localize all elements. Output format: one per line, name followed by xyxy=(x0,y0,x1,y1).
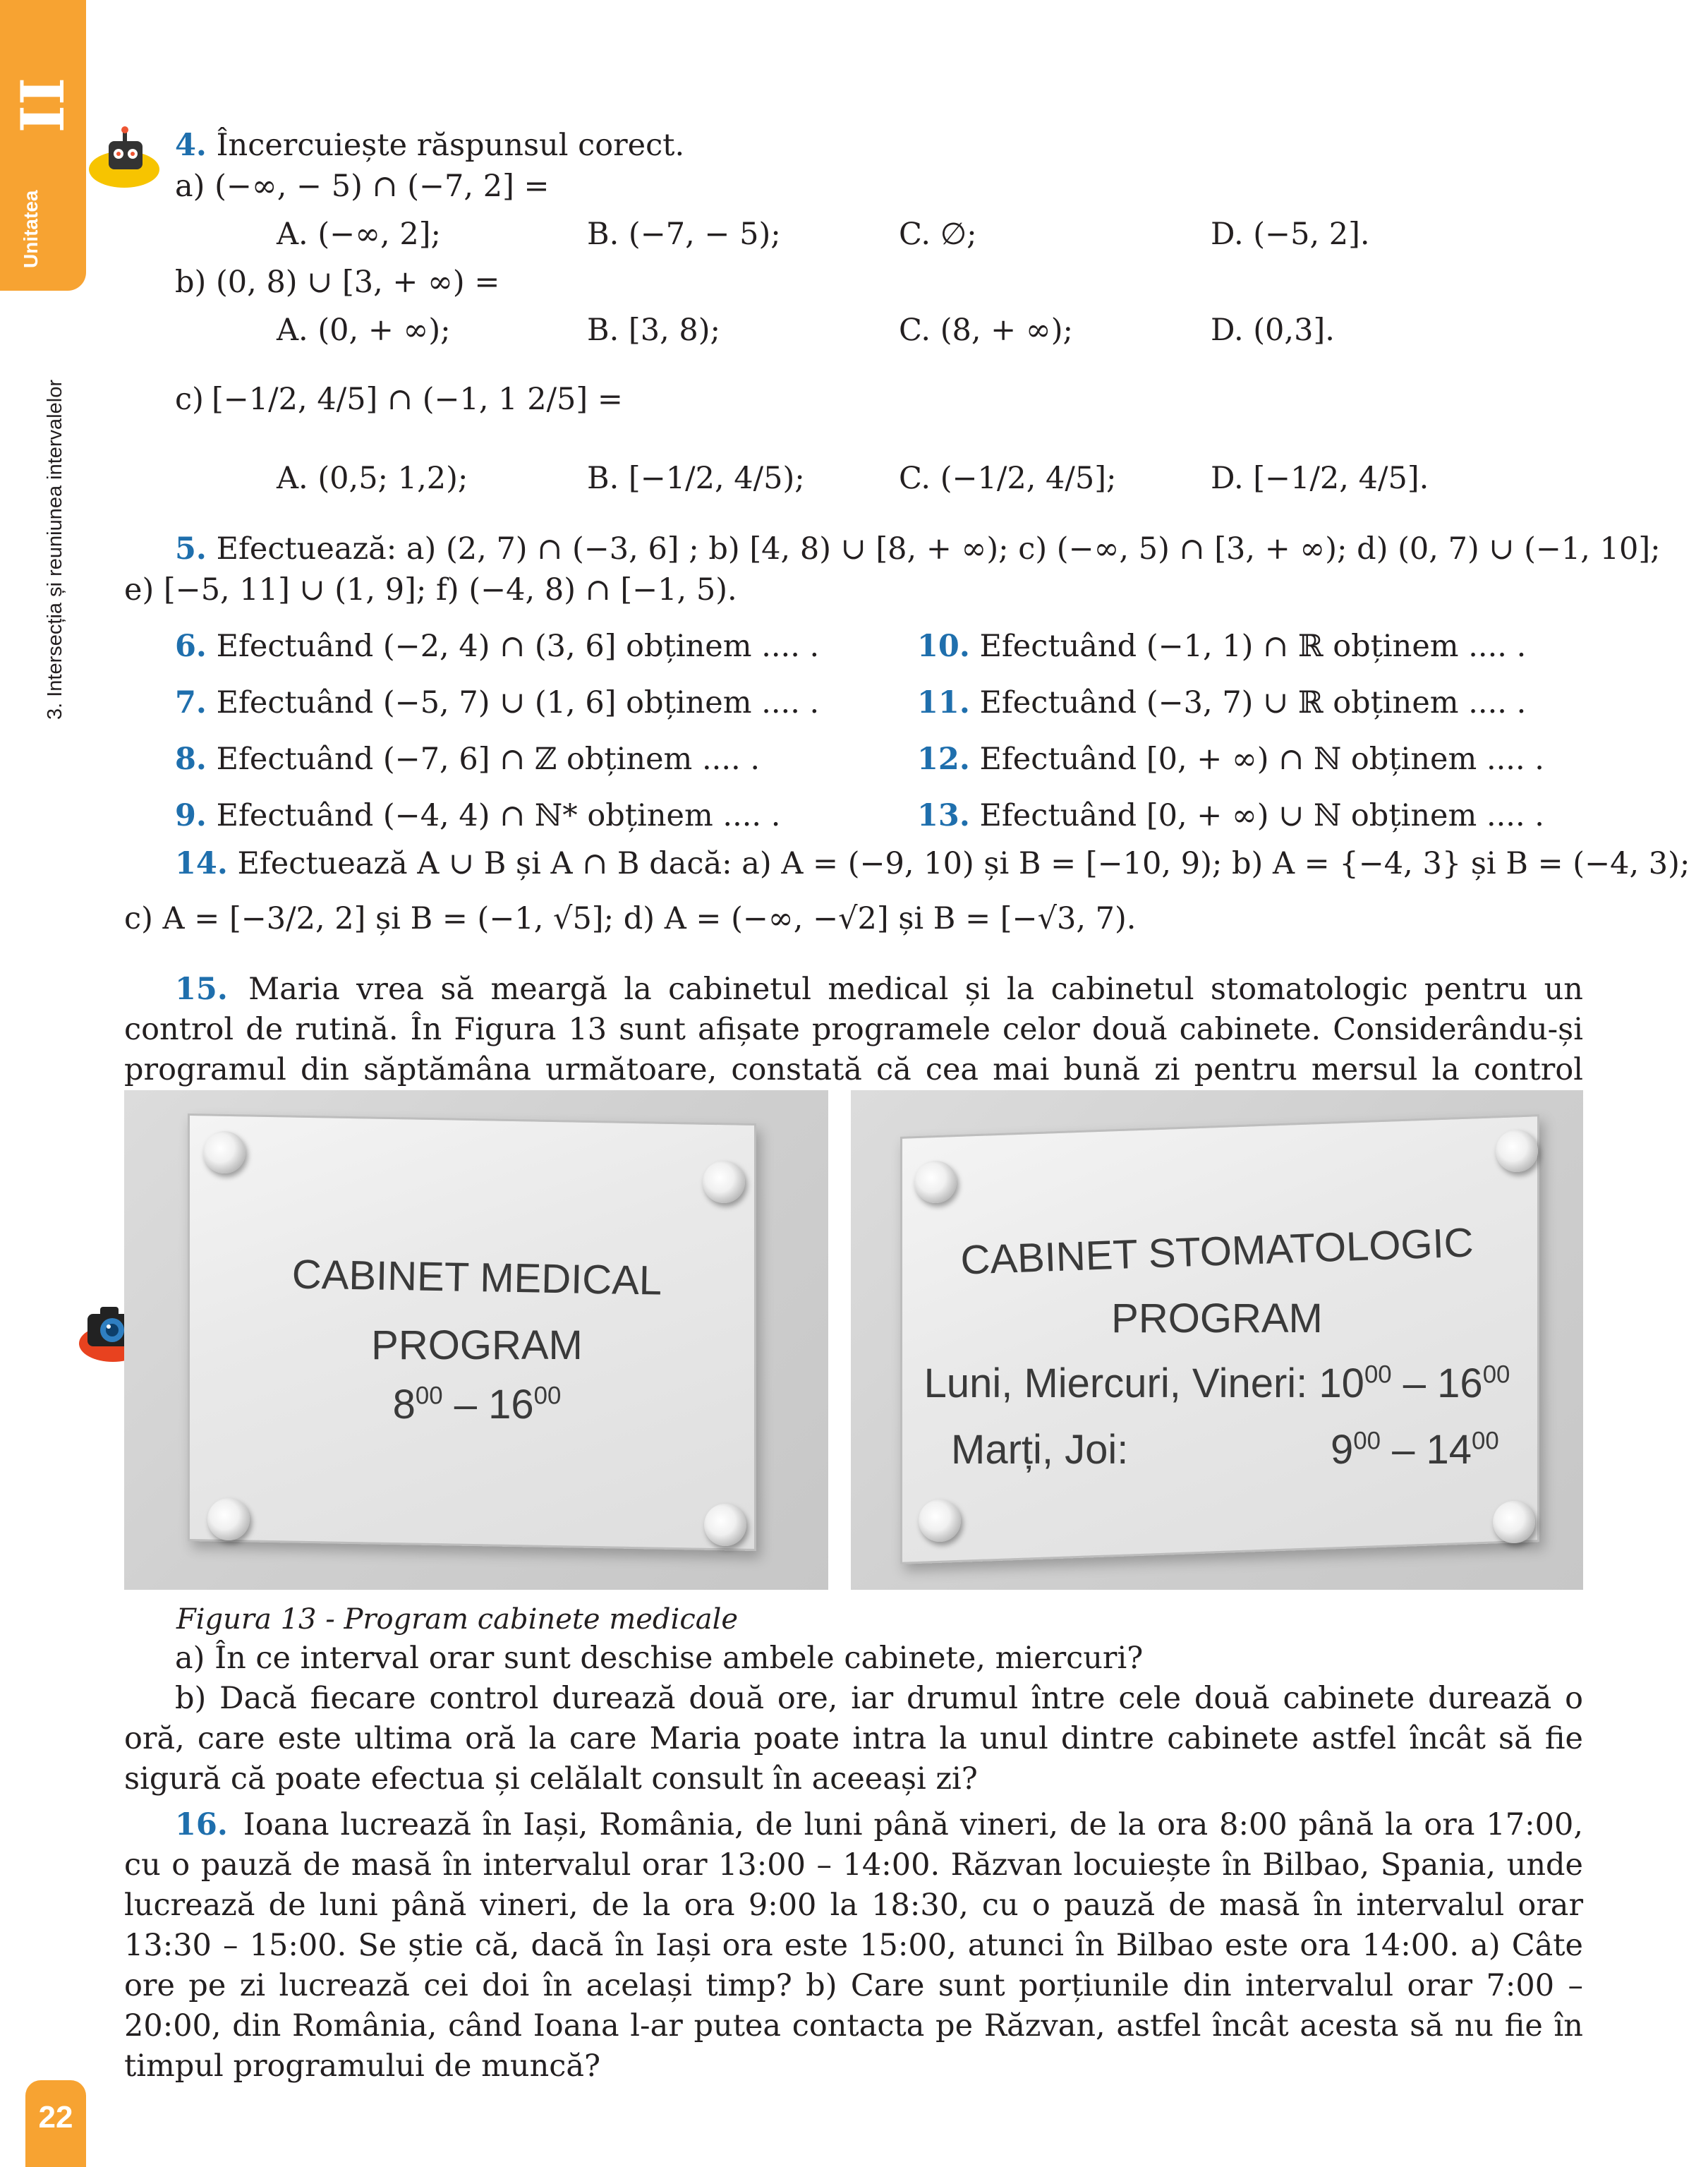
unit-label: Unitatea xyxy=(20,190,42,268)
ex4-c-label: c) xyxy=(175,382,204,417)
screw xyxy=(1496,1130,1538,1172)
ex13-text: Efectuând [0, + ∞) ∪ ℕ obținem .... . xyxy=(979,798,1544,833)
ex4-b-option-A: A. (0, + ∞); xyxy=(277,313,451,348)
page-number: 22 xyxy=(38,2100,73,2135)
page-number-box xyxy=(25,2080,86,2167)
ex8-text: Efectuând (−7, 6] ∩ ℤ obținem .... . xyxy=(216,742,760,777)
screw xyxy=(919,1499,961,1542)
plate2-row2-days: Marți, Joi: xyxy=(951,1427,1129,1473)
ex15-question-a: a) În ce interval orar sunt deschise ambele cabinete, miercuri? xyxy=(175,1641,1144,1676)
plate1-subtitle: PROGRAM xyxy=(371,1322,583,1368)
ex15-text: Maria vrea să meargă la cabinetul medical și la cabinetul stomatologic pentru un control de rutină. În Figura 13 sunt afișate programele celor două cabinete. Considerându-și programul din săptămâna următoare, constată că cea mai bună zi pentru mersul la control xyxy=(124,972,1583,1087)
ex11-number: 11. xyxy=(917,685,970,720)
unit-tab xyxy=(0,0,86,291)
plate2-row2-start: 9 xyxy=(1331,1427,1354,1473)
plate2-subtitle: PROGRAM xyxy=(1111,1296,1323,1341)
ex5-line2: e) [−5, 11] ∪ (1, 9]; f) (−4, 8) ∩ [−1, 5). xyxy=(124,572,737,608)
ex4-a-option-A: A. (−∞, 2]; xyxy=(277,217,441,252)
ex8-number: 8. xyxy=(175,742,207,777)
ex6-text: Efectuând (−2, 4) ∩ (3, 6] obținem .... . xyxy=(216,629,820,664)
plate2-row2-hours xyxy=(1331,1426,1499,1473)
figure-plate-dental xyxy=(851,1090,1583,1590)
plate2-row1 xyxy=(851,1360,1583,1407)
screw xyxy=(914,1161,957,1203)
ex4-b-option-C: C. (8, + ∞); xyxy=(899,313,1073,348)
ex4-c-option-B: B. [−1/2, 4/5); xyxy=(587,461,805,496)
plate2-row2-end: 14 xyxy=(1426,1427,1472,1473)
screw xyxy=(1493,1501,1535,1543)
plate1-title: CABINET MEDICAL xyxy=(291,1251,662,1304)
ex16-paragraph xyxy=(124,1805,1583,2087)
ex5-text1: Efectuează: a) (2, 7) ∩ (−3, 6] ; b) [4, 8) ∪ [8, + ∞); c) (−∞, 5) ∩ [3, + ∞); d) (0, 7) ∪ (−1, 10]; xyxy=(216,531,1661,567)
ex14-line1 xyxy=(175,844,1690,883)
ex8 xyxy=(175,740,760,779)
plate1-hours xyxy=(124,1381,828,1428)
ex9 xyxy=(175,796,780,835)
ex4-c-option-C: C. (−1/2, 4/5]; xyxy=(899,461,1117,496)
ex4-c-option-D: D. [−1/2, 4/5]. xyxy=(1211,461,1429,496)
screw xyxy=(207,1498,250,1540)
ex4-a-option-B: B. (−7, − 5); xyxy=(587,217,781,252)
robot-icon xyxy=(87,126,165,191)
screw xyxy=(203,1131,246,1173)
ex4-a-option-D: D. (−5, 2]. xyxy=(1211,217,1370,252)
ex10-text: Efectuând (−1, 1) ∩ ℝ obținem .... . xyxy=(979,629,1527,664)
ex14-line2: c) A = [−3/2, 2] și B = (−1, √5]; d) A = (−∞, −√2] și B = [−√3, 7). xyxy=(124,901,1137,936)
plate1-start-min: 00 xyxy=(415,1382,443,1410)
ex4-instruction: Încercuiește răspunsul corect. xyxy=(216,128,685,163)
ex16-number: 16. xyxy=(175,1807,228,1842)
plate2-row1-start: 10 xyxy=(1319,1360,1364,1406)
plate2-row1-days: Luni, Miercuri, Vineri: xyxy=(923,1360,1308,1406)
plate2-row2-dash: – xyxy=(1392,1427,1415,1473)
ex4-b-option-B: B. [3, 8); xyxy=(587,313,721,348)
section-title: 3. Intersecția și reuniunea intervalelor xyxy=(44,380,66,720)
ex14-text1: Efectuează A ∪ B și A ∩ B dacă: a) A = (−9, 10) și B = [−10, 9); b) A = {−4, 3} și B = (−4, 3); xyxy=(237,846,1690,881)
ex4-c-option-A: A. (0,5; 1,2); xyxy=(277,461,468,496)
screw xyxy=(704,1504,746,1546)
ex13-number: 13. xyxy=(917,798,970,833)
plate2-row1-start-min: 00 xyxy=(1364,1360,1392,1389)
ex7-number: 7. xyxy=(175,685,207,720)
plate1-end: 16 xyxy=(488,1382,534,1427)
ex10-number: 10. xyxy=(917,629,970,664)
ex4-a-question: a) (−∞, − 5) ∩ (−7, 2] = xyxy=(175,169,550,204)
ex15-question-b: b) Dacă fiecare control durează două ore, iar drumul între cele două cabinete durează o oră, care este ultima oră la care Maria poate intra la unul dintre cabinete astfel încât să fie sigură că poate efectua și celălalt consult în aceeași zi? xyxy=(124,1681,1583,1797)
plate2-title: CABINET STOMATOLOGIC xyxy=(959,1219,1474,1284)
plate2-row1-end-min: 00 xyxy=(1482,1360,1510,1389)
ex6 xyxy=(175,627,819,666)
ex4-number: 4. xyxy=(175,128,207,163)
ex4-header xyxy=(175,126,684,165)
ex15-number: 15. xyxy=(175,972,228,1007)
ex13 xyxy=(917,796,1544,835)
ex9-text: Efectuând (−4, 4) ∩ ℕ* obținem .... . xyxy=(216,798,781,833)
ex7-text: Efectuând (−5, 7) ∪ (1, 6] obținem .... . xyxy=(216,685,820,720)
plate1-start: 8 xyxy=(392,1382,416,1427)
ex4-c-question: [−1/2, 4/5] ∩ (−1, 1 2/5] = xyxy=(212,382,623,417)
ex11 xyxy=(917,683,1526,723)
ex12-number: 12. xyxy=(917,742,970,777)
ex7 xyxy=(175,683,819,723)
ex12 xyxy=(917,740,1544,779)
ex6-number: 6. xyxy=(175,629,207,664)
plate2-row2-end-min: 00 xyxy=(1472,1427,1499,1455)
ex14-number: 14. xyxy=(175,846,228,881)
ex4-a-option-C: C. ∅; xyxy=(899,217,977,252)
ex10 xyxy=(917,627,1526,666)
plate1-dash: – xyxy=(454,1382,477,1427)
ex16-text: Ioana lucrează în Iași, România, de luni până vineri, de la ora 8:00 până la ora 17:00, cu o pauză de masă în intervalul orar 13:00 – 14:00. Răzvan locuiește în Bilbao, Spania, unde lucrează de luni până vineri, de la ora 9:00 la 18:30, cu o pauză de masă în intervalul orar 13:30 – 15:00. Se știe că, dacă în Iași ora este 15:00, atunci în Bilbao este ora 14:00. a) Câte ore pe zi lucrează cei doi în același timp? b) Care sunt porțiunile din intervalul orar 7:00 – 20:00, din România, când Ioana l-ar putea contacta pe Răzvan, astfel încât acesta să nu fie în timpul programului de muncă? xyxy=(124,1807,1584,2084)
ex9-number: 9. xyxy=(175,798,207,833)
figure-caption: Figura 13 - Program cabinete medicale xyxy=(176,1603,739,1636)
ex12-text: Efectuând [0, + ∞) ∩ ℕ obținem .... . xyxy=(979,742,1544,777)
plate2-row1-end: 16 xyxy=(1437,1360,1483,1406)
plate2-row1-dash: – xyxy=(1403,1360,1427,1406)
unit-roman: II xyxy=(8,77,78,133)
ex5-line1 xyxy=(175,529,1661,569)
figure-plate-medical xyxy=(124,1090,828,1590)
ex11-text: Efectuând (−3, 7) ∪ ℝ obținem .... . xyxy=(979,685,1527,720)
plate1-end-min: 00 xyxy=(533,1382,562,1410)
ex4-b-question: b) (0, 8) ∪ [3, + ∞) = xyxy=(175,265,500,300)
ex4-b-option-D: D. (0,3]. xyxy=(1211,313,1335,348)
plate2-row2-start-min: 00 xyxy=(1353,1427,1381,1455)
ex5-number: 5. xyxy=(175,531,207,567)
screw xyxy=(703,1161,745,1203)
